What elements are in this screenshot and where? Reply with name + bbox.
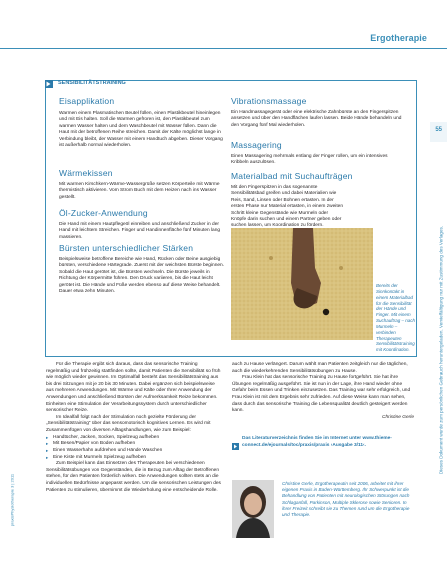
list-item: ▸ Mit Besen/Papier von Boden aufheben [46,441,222,448]
author-bio: Christine Gerle, Ergotherapeutin seit 2006, arbeitet mit ihrer eigenen Praxis in Baden-Württemberg. Ihr Schwerpunkt ist die Behandlung von Patienten mit neurologischen Störungen nach Schlaganfall, Parkinson, Multiple Sklerose sowie Senioren. In ihrer Freizeit schreibt sie zu Themen rund um die Ergotherapie und Therapie. [282,481,410,517]
section-title-materialbad: Materialbad mit Suchaufträgen [231,171,353,181]
header-divider [0,48,447,49]
section-text-vibrationsmassage: Ein Handmassagegerät oder eine elektrische Zahnbürste an den Fingerspitzen ansetzen und über den Handflächen laufen lassen. Beide Hände behandeln und den Vorgang fünf Mal wiederholen. [231,110,402,128]
section-text-eisapplikation: Warmen einem Plasmatischen Beutel füllen, einen Plastikbeutel hineinlegen und mit Eis halten. Soll die Warmen gefroren ist, den Plastikbeutel zum warmen Wasser halten und dem Waschbeutel mit Wasser füllen. Dann die Haut mit der betroffenen Reihe streichen. Damit der Kälte möglichst lange in Verbindung bleibt, der Wasser mit einem Handtuch abgeben. Dieser Vorgang ist außerhalb normal wiederholen. [59,111,223,148]
arrow-right-icon [232,437,239,444]
list-item: ▸ Handtücher, Jacken, Socken, Spielzeug aufheben [46,435,222,442]
page-header-title: Ergotherapie [370,33,427,43]
author-signature: Christine Gerle [382,414,414,420]
list-item: ▸ Eine Kiste mit Murmeln Spielzeug aufheben [46,455,222,462]
section-title-massagering: Massagering [231,140,282,150]
body-paragraph: Für die Therapie ergibt sich daraus, dass das sensorische Training regelmäßig und frühzeitig stattfinden sollte, damit Patienten die Sensibilität so früh wie möglich wieder gewinnen. Im Optimalfall besteht das Sensibilitätstraining aus bis drei Sitzungen mit je 20 bis 30 Minuten. Dabei ergänzen sich beispielsweise aus mehreren Anwendungen. Mit Wärme und Kälte oder Ihrer Anwendung der Anwendungen und anschließend Bürsten der Aufmerksamkeit Reize bekommen. Einheiten eine Stimulation der Verarbeitungssystem durch unterschiedlicher sensorischer Reize. [46,362,221,414]
author-photo [232,480,274,538]
material-bath-photo [231,228,373,340]
section-title-oel-zucker: Öl-Zucker-Anwendung [59,208,148,218]
section-text-massagering: Einen Massagering mehrmals entlang der Finger rollen, um ein intensives Kribbeln auszulösen. [231,154,388,166]
section-text-buersten: Beispielsweise betroffene Bereiche wie Hand, Rücken oder Beine ausgiebig bürsten, verschiedene Härtegrade. Zuerst mit der weichsten Bürste beginnen. Sobald die Haut gerötet ist, die Bürsten wechseln. Die Bürste jeweils in Richtung der Körpermitte führen. Den Druck variieren, bis die Haut leicht gerötet ist. Die Hände und Füße werden ebenso auf diese Weise behandelt. Dauer etwa zehn Minuten. [59,257,225,294]
body-paragraph: Frau Klein hat das sensorische Training zu Hause fortgeführt. Sie hat ihre Übungen regelmäßig ausgeführt. Sie ist nun in der Lage, ihre Hand wieder ohne Gefahr beim Essen und Trinken einzusetzen. Das Training war sehr erfolgreich, und Frau Klein ist mit dem Ergebnis sehr zufrieden. Auf diese Weise kann man sehen, dass durch das sensorische Training die Lebensqualität deutlich gesteigert werden kann. [232,375,411,414]
section-title-buersten: Bürsten unterschiedlicher Stärken [59,243,194,253]
body-paragraph: auch zu Hause verlängert. Darum wählt man Patienten zeitgleich nur die täglichen, auch die wiederkehrenden Sensibilitätsübungen zu Hause. [232,362,408,374]
arrow-tag-icon [45,80,53,88]
journal-meta: praxisPhysiotherapie 3 | 2011 [9,473,15,527]
list-item: ▸ Einen Wasserhahn aufdrehen und Hände Waschen [46,448,222,455]
section-title-eisapplikation: Eisapplikation [59,96,115,106]
page-number: 55 [435,127,442,133]
body-left-column [46,362,222,494]
section-title-vibrationsmassage: Vibrationsmassage [231,96,307,106]
body-right-column [232,362,414,421]
photo-caption: Bereits der Sinnkontakt in einem Materialbad für die Sensibilität der Hände und Finger. Mit einem Suchauftrag – nach Murmeln – verbinden Therapeuten Sensibilitätstraining mit Koordination. [376,283,416,353]
side-copyright-note: Dieses Dokument wurde zum persönlichen Gebrauch heruntergeladen. Vervielfältigung nur mit Zustimmung des Verlages. [438,225,443,475]
literature-link[interactable]: Das Literaturverzeichnis finden Sie im Internet unter www.thieme-connect.de/ejournals/toc/praxis/praxis ›Ausgabe 3/11‹. [242,436,392,448]
body-paragraph: Im Idealfall folgt nach der Stimulation noch gezielte Förderung der „Sensibilitätstraining“ über das sensomotorisch kognitives Lernen. Es wird mit Zusammenfügen von diversen Alltagshandlungen, wie zum Beispiel: [46,414,211,434]
section-text-materialbad: Mit den Fingerspitzen in das sogenannte Sensibilitätsbad greifen und dabei Materialien wie Reis, Sand, Linsen oder Bohnen ertasten. In der ersten Phase nur Material ertasten, in einem zweiten Schritt kleine Gegenstände wie Murmeln oder Knöpfe darin suchen und einem Partner geben oder suchen lassen, um Koordination zu fördern. [231,185,343,229]
body-paragraph: Zum Beispiel kann das Einsetzen des Therapeuten bei verschiedenen Sensibilitätsübungen von Gegenständen, die in Bezug zum Alltag der Betroffenen stehen, für den Patienten förderlich wirken. Die Anwendungen sollten stets an die individuellen Bedürfnisse angepasst werden. Um die sensorischen Leistungen des Patienten zu stimulieren, übernimmt die Wiederholung eine entscheidende Rolle. [46,461,221,493]
section-text-oel-zucker: Die Hand mit einem Hautpflegeöl einreiben und anschließend Zucker in der Hand mit leichtem Streichen. Finger und Handinnenfläche fünf Minuten lang massieren. [59,222,221,240]
box-label: SENSIBILITÄTSTRAINING [58,80,126,86]
section-title-waermekissen: Wärmekissen [59,168,113,178]
section-text-waermekissen: Mit warmen Kirschkern-Wärme-Wassergrüße setzen Körperteile mit Wärme thermistisch aktivieren. Vom Strom Buch mit dem Heizen nach ins Wasser gestellt. [59,182,220,200]
